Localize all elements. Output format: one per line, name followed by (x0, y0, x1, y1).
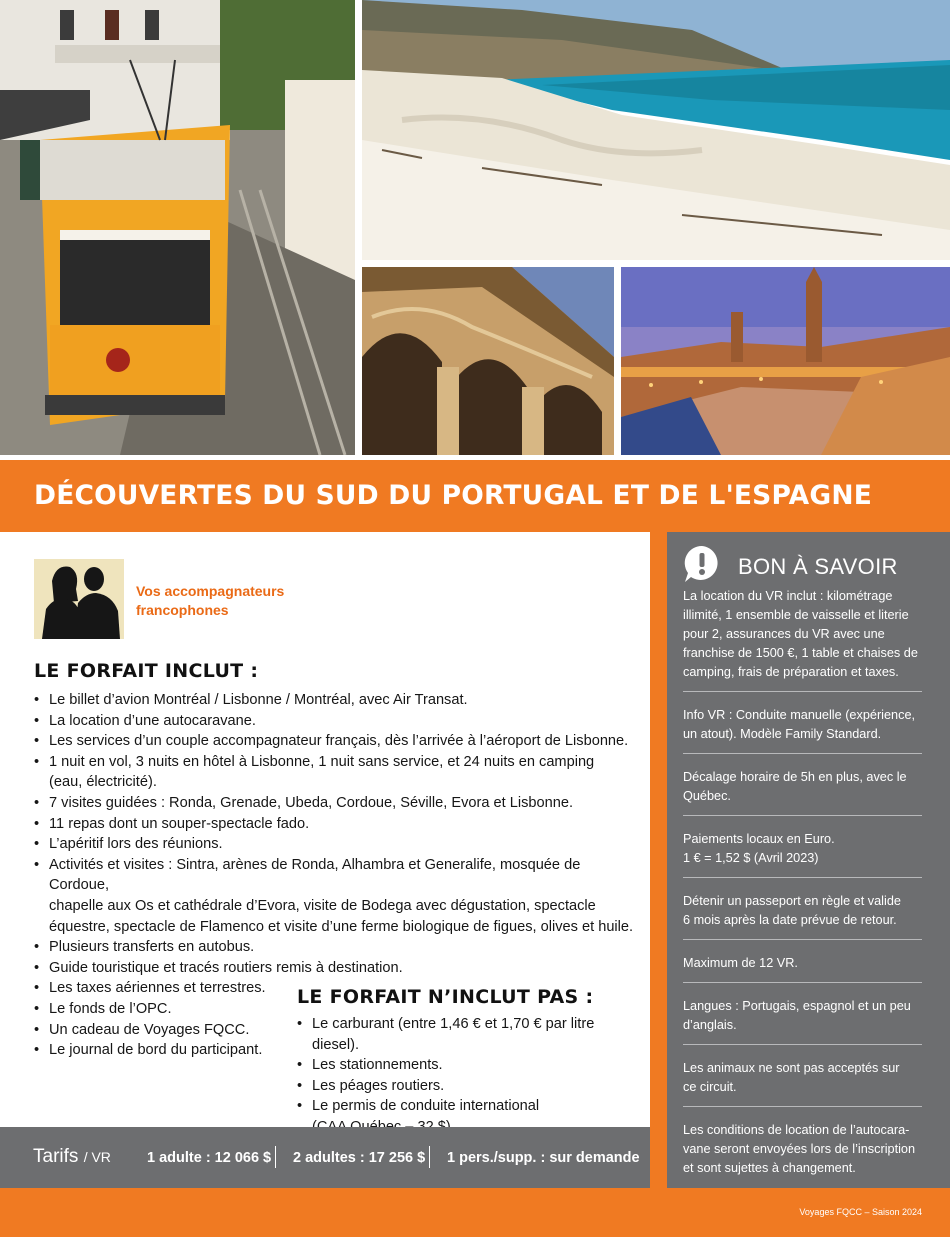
info-item (683, 1059, 922, 1097)
text-line: Le billet d’avion Montréal / Lisbonne / Montréal, avec Air Transat. (49, 692, 468, 708)
info-item (683, 587, 922, 682)
text-line: L’apéritif lors des réunions. (49, 836, 223, 853)
text-line: Maximum de 12 VR. (683, 956, 798, 970)
title-banner (0, 460, 950, 532)
excluded-list-item (297, 1055, 642, 1076)
divider (683, 753, 922, 754)
main-panel (0, 532, 650, 1127)
bon-a-savoir-title: BON À SAVOIR (738, 554, 898, 579)
divider (683, 877, 922, 878)
excluded-list-item (297, 1014, 642, 1055)
footer-text: Voyages FQCC – Saison 2024 (799, 1207, 922, 1217)
footer-bar (0, 1188, 950, 1237)
text-line: 1 nuit en vol, 3 nuits en hôtel à Lisbonne, 1 nuit sans service, et 24 nuits en camping (49, 753, 595, 770)
text-line: 7 visites guidées : Ronda, Grenade, Ubeda, Cordoue, Séville, Evora et Lisbonne. (49, 794, 574, 811)
text-line: chapelle aux Os et cathédrale d’Evora, visite de Bodega avec dégustation, spectacle (49, 897, 596, 914)
text-line: Les services d’un couple accompagnateur français, dès l’arrivée à l’aéroport de Lisbonne. (49, 733, 629, 750)
excluded-list (297, 1014, 642, 1138)
exclamation-bubble-icon (682, 544, 722, 584)
photo-lisbon-tram (0, 0, 355, 455)
text-line: Détenir un passeport en règle et valide (683, 894, 901, 908)
excluded-list-item (297, 1076, 642, 1097)
text-line: Le fonds de l’OPC. (49, 1000, 172, 1017)
text-line: La location du VR inclut : kilométrage (683, 589, 893, 603)
tarif-bar (0, 1127, 650, 1188)
tarif-label (33, 1146, 111, 1168)
included-list-item (34, 958, 634, 979)
text-line: Le journal de bord du participant. (49, 1042, 263, 1059)
text-line: pour 2, assurances du VR avec une (683, 627, 885, 641)
text-line: (eau, électricité). (49, 774, 157, 791)
text-line: Décalage horaire de 5h en plus, avec le (683, 770, 907, 784)
bon-a-savoir-panel (667, 532, 950, 1188)
page-title: DÉCOUVERTES DU SUD DU PORTUGAL ET DE L'ESPAGNE (34, 480, 872, 511)
text-line: Activités et visites : Sintra, arènes de Ronda, Alhambra et Generalife, mosquée de Cordoue, (49, 856, 581, 894)
text-line: Les animaux ne sont pas acceptés sur (683, 1061, 900, 1075)
tarif-one-adult: 1 adulte : 12 066 $ (147, 1150, 272, 1166)
text-line: un atout). Modèle Family Standard. (683, 727, 882, 741)
tarif-two-adults: 2 adultes : 17 256 $ (293, 1150, 426, 1166)
text-line: équestre, spectacle de Flamenco et visite d’une ferme biologique de figues, olives et huile. (49, 918, 634, 935)
divider (683, 815, 922, 816)
included-list-item (34, 752, 634, 793)
tarif-label-text: Tarifs (33, 1146, 79, 1167)
included-list-item (34, 834, 634, 855)
text-line: Les péages routiers. (312, 1077, 445, 1094)
text-line: 11 repas dont un souper-spectacle fado. (49, 815, 310, 832)
text-line: et sont sujettes à changement. (683, 1161, 856, 1175)
tarif-unit: / VR (83, 1149, 111, 1165)
text-line: d’anglais. (683, 1018, 737, 1032)
included-list-item (34, 731, 634, 752)
text-line: Un cadeau de Voyages FQCC. (49, 1021, 250, 1038)
text-line: Plusieurs transferts en autobus. (49, 939, 255, 956)
guides-line-1: Vos accompagnateurs (136, 583, 285, 599)
text-line: illimité, 1 ensemble de vaisselle et literie (683, 608, 909, 622)
guides-silhouette-image (34, 559, 124, 639)
included-list-item (34, 711, 634, 732)
divider (683, 1044, 922, 1045)
divider (683, 1106, 922, 1107)
text-line: Les conditions de location de l’autocara- (683, 1123, 910, 1137)
text-line: La location d’une autocaravane. (49, 712, 256, 729)
included-list-item (34, 937, 634, 958)
included-heading: LE FORFAIT INCLUT : (34, 660, 259, 682)
photo-collage (0, 0, 950, 460)
info-item (683, 954, 922, 973)
guides-caption (136, 582, 336, 620)
text-line: Info VR : Conduite manuelle (expérience, (683, 708, 916, 722)
tarif-extra-person: 1 pers./supp. : sur demande (447, 1150, 640, 1166)
text-line: Québec. (683, 789, 731, 803)
divider (683, 982, 922, 983)
info-item (683, 768, 922, 806)
text-line: Guide touristique et tracés routiers remis à destination. (49, 959, 403, 976)
text-line: Langues : Portugais, espagnol et un peu (683, 999, 911, 1013)
info-item (683, 830, 922, 868)
included-list-item (34, 690, 634, 711)
text-line: Le carburant (entre 1,46 € et 1,70 € par litre diesel). (312, 1016, 595, 1053)
included-list-item (34, 855, 634, 937)
text-line: Les taxes aériennes et terrestres. (49, 980, 266, 997)
text-line: Le permis de conduite international (312, 1098, 540, 1115)
text-line: franchise de 1500 €, 1 table et chaises de (683, 646, 918, 660)
text-line: vane seront envoyées lors de l’inscription (683, 1142, 916, 1156)
text-line: camping, frais de préparation et taxes. (683, 665, 899, 679)
photo-beach (362, 0, 950, 260)
info-item (683, 706, 922, 744)
photo-plaza-espana (621, 267, 950, 455)
info-item (683, 1121, 922, 1178)
text-line: 1 € = 1,52 $ (Avril 2023) (683, 851, 819, 865)
divider (683, 939, 922, 940)
tarif-separator (429, 1146, 430, 1168)
included-list-item (34, 814, 634, 835)
bon-a-savoir-items (683, 587, 922, 1178)
text-line: Les stationnements. (312, 1057, 443, 1074)
tarif-separator (275, 1146, 276, 1168)
guides-line-2: francophones (136, 602, 229, 618)
photo-moorish-arches (362, 267, 614, 455)
divider (683, 691, 922, 692)
excluded-heading: LE FORFAIT N’INCLUT PAS : (297, 986, 594, 1008)
text-line: 6 mois après la date prévue de retour. (683, 913, 897, 927)
text-line: ce circuit. (683, 1080, 737, 1094)
info-item (683, 892, 922, 930)
included-list-item (34, 793, 634, 814)
info-item (683, 997, 922, 1035)
text-line: Paiements locaux en Euro. (683, 832, 835, 846)
